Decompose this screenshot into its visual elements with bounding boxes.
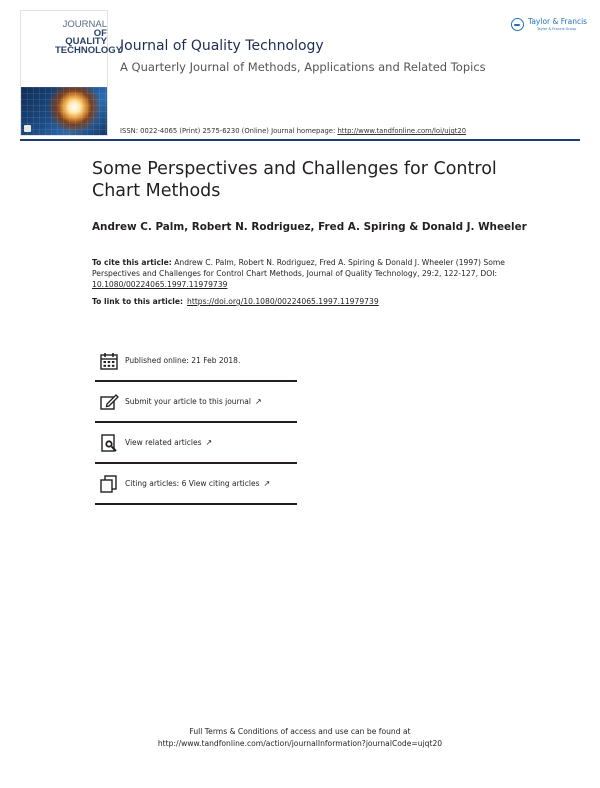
cover-title xyxy=(55,19,123,56)
footer-terms: Full Terms & Conditions of access and use can be found at xyxy=(189,727,411,736)
related-articles-text: View related articles xyxy=(125,438,202,447)
publisher-tagline: Taylor & Francis Group xyxy=(537,27,577,31)
info-divider xyxy=(95,421,297,423)
edit-icon xyxy=(99,392,119,412)
doi-link[interactable]: 10.1080/00224065.1997.11979739 xyxy=(92,279,228,289)
calendar-icon xyxy=(99,351,119,371)
footer-terms-link[interactable]: http://www.tandfonline.com/action/journalInformation?journalCode=ujqt20 xyxy=(157,739,443,748)
external-link-icon: ↗ xyxy=(263,479,271,488)
cover-badge-icon xyxy=(24,125,31,132)
cite-label: To cite this article: xyxy=(92,258,172,267)
journal-homepage-link[interactable]: http://www.tandfonline.com/loi/ujqt20 xyxy=(337,127,467,135)
link-label: To link to this article: xyxy=(92,297,184,306)
cover-title-line-3: TECHNOLOGY xyxy=(55,44,123,56)
citing-articles-text: Citing articles: 6 View citing articles xyxy=(125,479,260,488)
submit-article-link[interactable] xyxy=(125,397,262,406)
publisher-logo[interactable] xyxy=(511,16,589,36)
article-authors: Andrew C. Palm, Robert N. Rodriguez, Fred A. Spiring & Donald J. Wheeler xyxy=(92,221,527,233)
submit-article-item[interactable] xyxy=(95,384,297,425)
info-divider xyxy=(95,503,297,505)
published-online-item xyxy=(95,343,297,384)
journal-title: Journal of Quality Technology xyxy=(120,38,324,54)
external-link-icon: ↗ xyxy=(254,397,262,406)
info-divider xyxy=(95,462,297,464)
header-divider xyxy=(20,139,580,141)
publisher-name: Taylor & Francis xyxy=(528,17,588,26)
journal-cover-image xyxy=(20,10,123,136)
citing-articles-link[interactable] xyxy=(125,479,270,488)
journal-subtitle: A Quarterly Journal of Methods, Applications and Related Topics xyxy=(120,60,486,74)
external-link-icon: ↗ xyxy=(205,438,213,447)
submit-article-text: Submit your article to this journal xyxy=(125,397,251,406)
citing-articles-icon xyxy=(99,474,119,494)
cover-title-line-2: OF QUALITY xyxy=(65,27,107,47)
cite-text: Andrew C. Palm, Robert N. Rodriguez, Fred A. Spiring & Donald J. Wheeler (1997) Some Perspectives and Challenges for Control Chart Methods, Journal of Quality Technology, 29:2, 122-127, DOI: xyxy=(92,258,505,278)
article-link-line xyxy=(92,297,379,306)
article-title: Some Perspectives and Challenges for Control Chart Methods xyxy=(92,159,497,201)
cover-title-line-1: JOURNAL xyxy=(62,19,107,30)
citing-articles-item[interactable] xyxy=(95,466,297,507)
info-divider xyxy=(95,380,297,382)
citation-block xyxy=(92,258,522,290)
cover-artwork xyxy=(21,87,107,135)
publisher-logo-icon xyxy=(511,18,524,31)
related-articles-item[interactable] xyxy=(95,425,297,466)
issn-text: ISSN: 0022-4065 (Print) 2575-6230 (Online) Journal homepage: xyxy=(120,127,336,135)
article-doi-link[interactable]: https://doi.org/10.1080/00224065.1997.11979739 xyxy=(187,297,379,306)
issn-line xyxy=(120,127,466,135)
related-articles-link[interactable] xyxy=(125,438,212,447)
search-document-icon xyxy=(99,433,119,453)
published-online-text: Published online: 21 Feb 2018. xyxy=(125,356,241,365)
